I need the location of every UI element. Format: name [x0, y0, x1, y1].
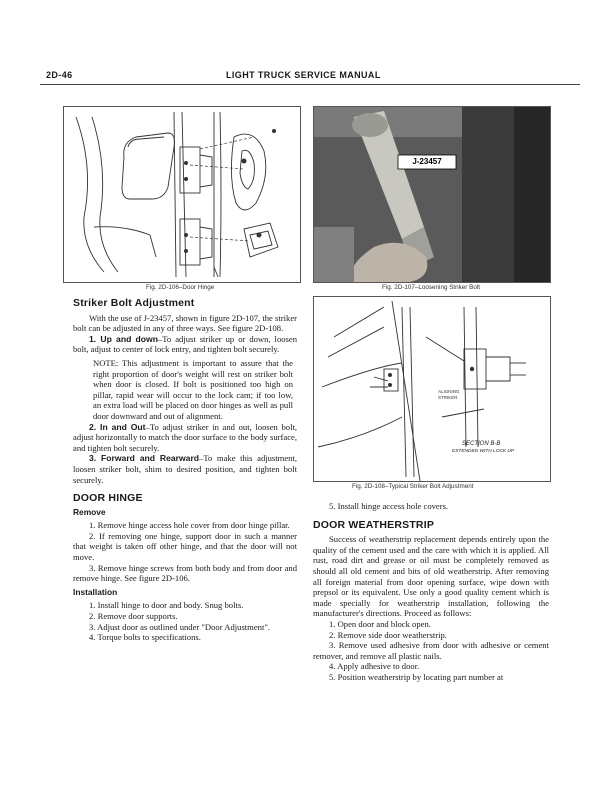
- striker-step-1: [73, 334, 297, 355]
- weatherstrip-heading: DOOR WEATHERSTRIP: [313, 518, 435, 531]
- figure-106-caption: Fig. 2D-106–Door Hinge: [146, 284, 215, 291]
- left-column: [73, 298, 297, 643]
- header-rule: [40, 84, 580, 85]
- weatherstrip-intro: Success of weatherstrip replacement depends entirely upon the quality of the cement used and the care with which it is applied. All rust, road dirt and grease or oil must be completely removed as should all old cement and bits of old weatherstrip. After removing all foreign material from door opening surface, wipe down with prepsol or its equivalent. Use only a good quality cement which is made specially for weatherstrip installation, following the manufacturer's directions. Proceed as follows:: [313, 534, 549, 619]
- step-1-lead: 1. Up and down: [89, 333, 158, 344]
- striker-step-3: [73, 453, 297, 485]
- install-step-5: 5. Install hinge access hole covers.: [329, 501, 449, 511]
- figure-108-caption: Fig. 2D-108–Typical Striker Bolt Adjustment: [352, 483, 474, 490]
- remove-step-2: 2. If removing one hinge, support door in such a manner that weight is taken off other hinge, and that the door will not move.: [73, 530, 297, 563]
- figure-loosening-striker: [313, 106, 551, 283]
- step-3-lead: 3. Forward and Rearward: [89, 453, 200, 464]
- weatherstrip-step-3: 3. Remove used adhesive from door with adhesive or cement remover, and remove all plastic nails.: [313, 640, 549, 661]
- right-column: [313, 501, 549, 683]
- install-step-2: 2. Remove door supports.: [89, 611, 178, 622]
- striker-note: NOTE: This adjustment is important to assure that the right proportion of door's weight will rest on striker bolt when door is closed. If bolt is positioned too high on pillar, rapid wear will occur to the lock cam; if too low, an extra load will be placed on door hinges as well as pull door downward and out of alignment.: [93, 357, 293, 421]
- install-step-4: 4. Torque bolts to specifications.: [89, 632, 201, 643]
- figure-107-caption: Fig. 2D-107–Loosening Striker Bolt: [382, 284, 481, 291]
- install-step-3: 3. Adjust door as outlined under "Door Adjustment".: [89, 621, 271, 632]
- step-3-text: –To make this adjustment, loosen striker bolt, shim to desired position, and tighten bolt securely.: [73, 453, 297, 485]
- installation-heading: Installation: [73, 586, 118, 597]
- door-hinge-heading: DOOR HINGE: [73, 492, 143, 505]
- weatherstrip-step-4: 4. Apply adhesive to door.: [329, 661, 420, 672]
- page-header: [46, 70, 582, 84]
- remove-heading: Remove: [73, 506, 106, 517]
- figure-door-hinge: [63, 106, 301, 283]
- door-hinge-illustration: [64, 107, 300, 282]
- weatherstrip-step-2: 2. Remove side door weatherstrip.: [329, 629, 447, 640]
- manual-title: LIGHT TRUCK SERVICE MANUAL: [226, 70, 381, 80]
- install-step-1: 1. Install hinge to door and body. Snug bolts.: [89, 600, 244, 611]
- step-1-text: –To adjust striker up or down, loosen bolt, adjust to center of lock entry, and tighten bolt securely.: [73, 333, 297, 355]
- tool-label: J-23457: [412, 157, 442, 166]
- svg-text:STRIKER: STRIKER: [438, 395, 458, 400]
- remove-step-3: 3. Remove hinge screws from both body and from door and remove hinge. See figure 2D-106.: [73, 562, 297, 584]
- figure-striker-adjustment: [313, 296, 551, 482]
- step-2-text: –To adjust striker in and out, loosen bolt, adjust horizontally to match the door surface to the body surface, and tighten bolt securely.: [73, 421, 297, 453]
- step-2-lead: 2. In and Out: [89, 421, 146, 432]
- striker-heading: Striker Bolt Adjustment: [73, 297, 195, 309]
- striker-step-2: [73, 422, 297, 454]
- remove-step-1: 1. Remove hinge access hole cover from door hinge pillar.: [89, 520, 290, 531]
- section-sublabel: EXTENDED WITH LOCK UP: [452, 449, 515, 454]
- striker-photo: [314, 107, 550, 282]
- striker-intro: With the use of J-23457, shown in figure 2D-107, the striker bolt can be adjusted in any of three ways. See figure 2D-108.: [73, 312, 297, 334]
- weatherstrip-step-1: 1. Open door and block open.: [329, 618, 431, 629]
- section-label: SECTION B-B: [462, 441, 501, 447]
- svg-text:ALIGNING: ALIGNING: [438, 389, 460, 394]
- page-number: 2D-46: [46, 70, 73, 80]
- striker-adjustment-illustration: [314, 297, 550, 481]
- weatherstrip-step-5: 5. Position weatherstrip by locating part number at: [329, 671, 504, 682]
